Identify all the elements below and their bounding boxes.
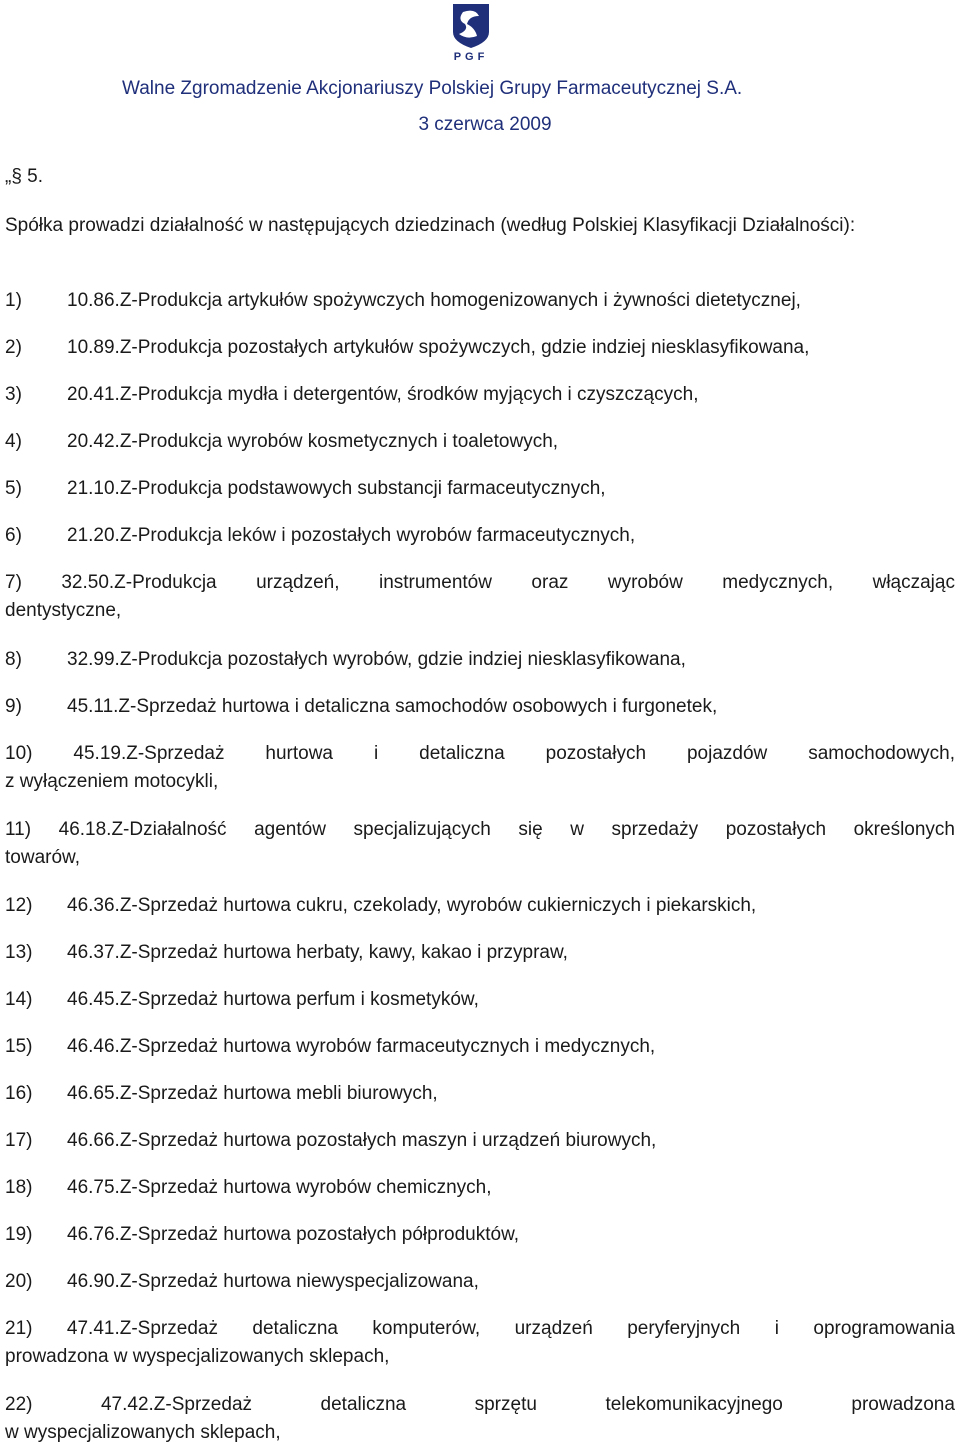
list-item-text: 46.45.Z-Sprzedaż hurtowa perfum i kosmetyków, [67,989,479,1010]
list-item-text: 32.99.Z-Produkcja pozostałych wyrobów, gdzie indziej niesklasyfikowana, [67,649,686,670]
list-item-number: 5) [5,478,22,499]
list-item-word: agentów [254,819,326,840]
list-item-number: 8) [5,649,22,670]
list-item-word: oprogramowania [813,1318,955,1339]
list-item-word: komputerów, [372,1318,481,1339]
list-item [5,1391,955,1445]
list-item-word: pozostałych [725,819,827,840]
list-item-number: 13) [5,942,33,963]
list-item-word: określonych [853,819,955,840]
list-item-continuation: w wyspecjalizowanych sklepach, [5,1422,281,1443]
list-item-number: 3) [5,384,22,405]
list-item-continuation: dentystyczne, [5,600,122,621]
list-item [5,646,955,674]
intro-paragraph: Spółka prowadzi działalność w następujących dziedzinach (według Polskiej Klasyfikacji Działalności): [5,215,856,236]
list-item-word: samochodowych, [808,743,955,764]
list-item [5,986,955,1014]
list-item-word: sprzętu [474,1394,537,1415]
list-item-word: 47.42.Z-Sprzedaż [100,1394,253,1415]
list-item-word: 32.50.Z-Produkcja [61,572,217,593]
list-item [5,693,955,721]
list-item [5,1127,955,1155]
list-item-text: 20.42.Z-Produkcja wyrobów kosmetycznych i toaletowych, [67,431,559,452]
section-heading: „§ 5. [5,166,44,187]
page-header [0,0,960,140]
list-item-text: 21.20.Z-Produkcja leków i pozostałych wyrobów farmaceutycznych, [67,525,636,546]
list-item-word: wyrobów [607,572,683,593]
list-item-number: 18) [5,1177,33,1198]
list-item-word: prowadzona [851,1394,955,1415]
list-item-word: sprzedaży [611,819,699,840]
list-item-word: pozostałych [545,743,647,764]
list-item-text: 46.90.Z-Sprzedaż hurtowa niewyspecjalizowana, [67,1271,479,1292]
list-item-number: 10) [5,743,33,764]
list-item-text: 10.86.Z-Produkcja artykułów spożywczych homogenizowanych i żywności dietetycznej, [67,290,801,311]
list-item-continuation: towarów, [5,847,80,868]
list-item-number: 12) [5,895,33,916]
list-item-line [5,740,955,768]
list-item-line [5,1315,955,1343]
list-item-number: 17) [5,1130,33,1151]
list-item-text: 20.41.Z-Produkcja mydła i detergentów, środków myjących i czyszczących, [67,384,699,405]
list-item [5,892,955,920]
list-item-text: 10.89.Z-Produkcja pozostałych artykułów spożywczych, gdzie indziej niesklasyfikowana, [67,337,810,358]
list-item-word: instrumentów [378,572,492,593]
list-item-text: 45.11.Z-Sprzedaż hurtowa i detaliczna samochodów osobowych i furgonetek, [67,696,718,717]
list-item-line [5,569,955,597]
list-item [5,816,955,872]
list-item-text: 46.37.Z-Sprzedaż hurtowa herbaty, kawy, kakao i przypraw, [67,942,568,963]
list-item-number: 11) [5,819,32,840]
list-item-word: i [774,1318,779,1339]
svg-text:PGF: PGF [453,51,489,62]
list-item [5,1080,955,1108]
list-item-number: 14) [5,989,33,1010]
list-item-number: 9) [5,696,22,717]
list-item [5,1315,955,1371]
list-item-word: się [518,819,543,840]
list-item-number: 21) [5,1318,33,1339]
list-item [5,381,955,409]
list-item-word: włączając [872,572,955,593]
list-item [5,1174,955,1202]
list-item-text: 46.65.Z-Sprzedaż hurtowa mebli biurowych, [67,1083,438,1104]
list-item [5,287,955,315]
list-item-text: 46.75.Z-Sprzedaż hurtowa wyrobów chemicznych, [67,1177,492,1198]
list-item-word: detaliczna [320,1394,407,1415]
list-item-number: 16) [5,1083,33,1104]
list-item-number: 2) [5,337,22,358]
list-item [5,428,955,456]
list-item [5,1268,955,1296]
list-item [5,740,955,796]
list-item-line [5,816,955,844]
list-item-number: 22) [5,1394,33,1415]
list-item-word: hurtowa [265,743,334,764]
list-item [5,1033,955,1061]
list-item-word: i [373,743,379,764]
list-item-text: 46.66.Z-Sprzedaż hurtowa pozostałych maszyn i urządzeń biurowych, [67,1130,657,1151]
list-item-number: 15) [5,1036,33,1057]
pgf-logo [445,2,497,62]
list-item-word: detaliczna [419,743,505,764]
list-item-word: detaliczna [252,1318,338,1339]
list-item [5,522,955,550]
list-item-text: 21.10.Z-Produkcja podstawowych substancji farmaceutycznych, [67,478,606,499]
list-item-number: 19) [5,1224,33,1245]
list-item [5,1221,955,1249]
list-item-word: peryferyjnych [627,1318,741,1339]
list-item-number: 7) [5,572,22,593]
list-item-word: oraz [531,572,569,593]
list-item [5,334,955,362]
list-item-text: 46.46.Z-Sprzedaż hurtowa wyrobów farmaceutycznych i medycznych, [67,1036,656,1057]
list-item-number: 4) [5,431,22,452]
list-item-word: urządzeń, [256,572,340,593]
list-item-continuation: z wyłączeniem motocykli, [5,771,219,792]
list-item-text: 46.36.Z-Sprzedaż hurtowa cukru, czekolady, wyrobów cukierniczych i piekarskich, [67,895,757,916]
list-item-word: specjalizujących [353,819,491,840]
document-date: 3 czerwca 2009 [418,114,552,135]
list-item-word: 47.41.Z-Sprzedaż [66,1318,218,1339]
list-item-number: 6) [5,525,22,546]
organization-title: Walne Zgromadzenie Akcjonariuszy Polskiej Grupy Farmaceutycznej S.A. [122,78,743,99]
list-item-word: telekomunikacyjnego [605,1394,783,1415]
list-item [5,939,955,967]
list-item-word: urządzeń [514,1318,593,1339]
list-item-line [5,1391,955,1419]
list-item-word: w [570,819,584,840]
list-item [5,475,955,503]
list-item-word: pojazdów [686,743,768,764]
list-item-word: medycznych, [722,572,834,593]
list-item-number: 20) [5,1271,33,1292]
list-item-continuation: prowadzona w wyspecjalizowanych sklepach, [5,1346,390,1367]
list-item-word: 45.19.Z-Sprzedaż [73,743,225,764]
list-item-number: 1) [5,290,22,311]
list-item [5,569,955,625]
list-item-text: 46.76.Z-Sprzedaż hurtowa pozostałych półproduktów, [67,1224,520,1245]
list-item-word: 46.18.Z-Działalność [58,819,227,840]
